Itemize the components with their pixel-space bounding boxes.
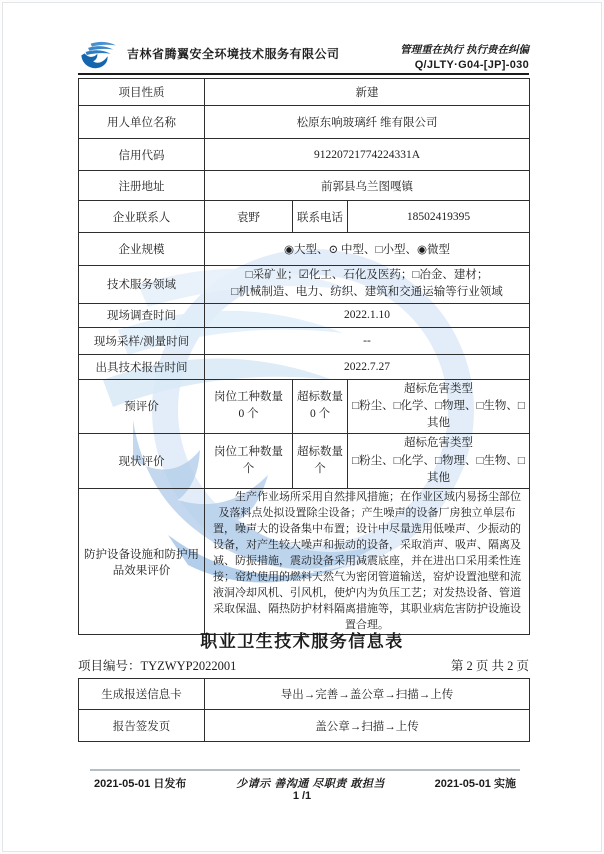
table-row bbox=[79, 106, 530, 139]
job-count-title: 岗位工种数量 bbox=[214, 391, 283, 404]
table-row-scale bbox=[79, 233, 530, 266]
row-label: 预评价 bbox=[79, 379, 205, 434]
hazard-type-options: □粉尘、□化学、□物理、□生物、□其他 bbox=[352, 454, 525, 484]
hazard-type-cell bbox=[348, 379, 530, 434]
row-label: 生成报送信息卡 bbox=[79, 679, 205, 710]
phone-label: 联系电话 bbox=[293, 201, 348, 233]
process-table bbox=[78, 678, 530, 742]
hazard-type-title: 超标危害类型 bbox=[404, 437, 474, 450]
table-row bbox=[79, 710, 530, 742]
row-label: 技术服务领域 bbox=[79, 266, 205, 304]
service-domain-line1: □采矿业；☑化工、石化及医药；□冶金、建材； bbox=[245, 269, 489, 281]
exceed-count-cell bbox=[293, 434, 348, 489]
footer-motto: 少请示 善沟通 尽职责 敢担当 bbox=[236, 778, 385, 790]
company-brand bbox=[78, 39, 340, 71]
table-row bbox=[79, 354, 530, 379]
row-label: 企业规模 bbox=[79, 233, 205, 266]
exceed-count-value: 0 个 bbox=[309, 408, 331, 421]
row-value: 盖公章→扫描→上传 bbox=[205, 710, 530, 742]
row-label: 信用代码 bbox=[79, 139, 205, 171]
row-label: 注册地址 bbox=[79, 171, 205, 201]
hazard-type-options: □粉尘、□化学、□物理、□生物、□其他 bbox=[352, 399, 525, 429]
job-count-title: 岗位工种数量 bbox=[214, 445, 283, 458]
table-row-contact bbox=[79, 201, 530, 233]
table-row bbox=[79, 679, 530, 710]
row-value: -- bbox=[205, 327, 530, 354]
document-code: Q/JLTY·G04-[JP]-030 bbox=[414, 59, 529, 71]
exceed-count-title: 超标数量 bbox=[297, 391, 343, 404]
row-label: 现场调查时间 bbox=[79, 303, 205, 327]
meta-row bbox=[78, 656, 529, 674]
header-codes bbox=[400, 42, 529, 71]
table-row bbox=[79, 79, 530, 106]
issue-date: 2021-05-01 日发布 bbox=[94, 778, 187, 790]
row-label: 企业联系人 bbox=[79, 201, 205, 233]
row-value: 2022.1.10 bbox=[205, 303, 530, 327]
row-value: 松原东响玻璃纤 维有限公司 bbox=[205, 106, 530, 139]
enterprise-scale-options: ◉大型、⊙ 中型、□小型、◉微型 bbox=[205, 233, 530, 266]
page-footer bbox=[94, 775, 516, 791]
project-number: 项目编号：TYZWYP2022001 bbox=[78, 659, 237, 673]
service-domain-options bbox=[205, 266, 530, 304]
page-title: 职业卫生技术服务信息表 bbox=[200, 632, 404, 651]
row-value: 新建 bbox=[205, 79, 530, 106]
header-slogan: 管理重在执行 执行贵在纠偏 bbox=[400, 44, 529, 56]
company-name: 吉林省腾翼安全环境技术服务有限公司 bbox=[127, 46, 340, 61]
hazard-type-title: 超标危害类型 bbox=[404, 382, 474, 395]
contact-name: 袁野 bbox=[205, 201, 293, 233]
job-count-value: 0 个 bbox=[238, 408, 259, 421]
exceed-count-title: 超标数量 bbox=[297, 445, 343, 458]
page-number: 1 /1 bbox=[292, 790, 312, 802]
row-value: 2022.7.27 bbox=[205, 354, 530, 379]
row-value: 91220721774224331A bbox=[205, 139, 530, 171]
row-value: 导出→完善→盖公章→扫描→上传 bbox=[205, 679, 530, 710]
hazard-type-cell bbox=[348, 434, 530, 489]
job-count-value: 个 bbox=[242, 463, 255, 476]
exceed-count-cell bbox=[293, 379, 348, 434]
table-row bbox=[79, 327, 530, 354]
table-row-status-eval bbox=[79, 434, 530, 489]
row-label: 防护设备设施和防护用品效果评价 bbox=[79, 489, 205, 635]
info-table bbox=[78, 78, 530, 635]
table-row bbox=[79, 139, 530, 171]
phone-number: 18502419395 bbox=[348, 201, 530, 233]
row-label: 用人单位名称 bbox=[79, 106, 205, 139]
job-count-cell bbox=[205, 434, 293, 489]
table-row bbox=[79, 303, 530, 327]
implementation-date: 2021-05-01 实施 bbox=[434, 778, 516, 790]
protection-eval-text: 生产作业场所采用自然排风措施；在作业区域内易扬尘部位及落料点处拟设置除尘设备；产生噪声的设备厂房独立单层布置，噪声大的设备集中布置；设计中尽量选用低噪声、少振动的设备，对产生较大噪声和振动的设备，采取消声、吸声、隔离及减、防振措施，震动设备采用减震底座，并在进出口采用柔性连接；窑炉使用的燃料天然气为密闭管道输送，窑炉设置池壁和流液洞冷却风机、引风机，使炉内为负压工艺；对发热设备、管道采取保温、隔热防护材料隔离措施等，其职业病危害防护设施设置合理。 bbox=[205, 489, 530, 635]
table-row-pre-eval bbox=[79, 379, 530, 434]
page-info: 第 2 页 共 2 页 bbox=[450, 659, 529, 673]
table-row bbox=[79, 171, 530, 201]
row-label: 现状评价 bbox=[79, 434, 205, 489]
service-domain-line2: □机械制造、电力、纺织、建筑和交通运输等行业领域 bbox=[231, 286, 503, 299]
company-logo-icon bbox=[78, 39, 120, 71]
job-count-cell bbox=[205, 379, 293, 434]
row-label: 出具技术报告时间 bbox=[79, 354, 205, 379]
exceed-count-value: 个 bbox=[314, 463, 326, 476]
table-row-protection-eval bbox=[79, 489, 530, 635]
footer-divider bbox=[90, 769, 520, 771]
row-label: 现场采样/测量时间 bbox=[79, 327, 205, 354]
row-label: 报告签发页 bbox=[79, 710, 205, 742]
row-value: 前郭县乌兰图嘎镇 bbox=[205, 171, 530, 201]
row-label: 项目性质 bbox=[79, 79, 205, 106]
table-row-service-domain bbox=[79, 266, 530, 304]
page-header bbox=[78, 33, 529, 75]
